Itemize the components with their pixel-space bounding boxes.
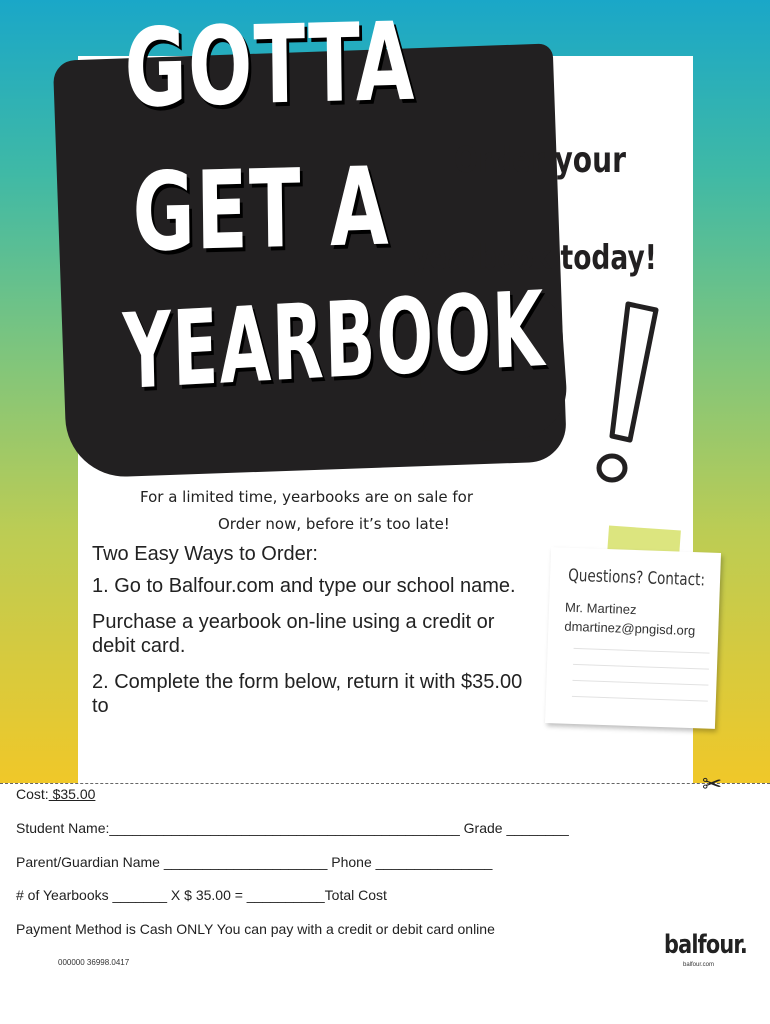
cost-value: $35.00 <box>48 786 96 802</box>
exclamation-icon <box>590 300 660 490</box>
ways-title: Two Easy Ways to Order: <box>92 543 318 565</box>
balfour-logo-url: balfour.com <box>683 962 715 968</box>
student-name-field[interactable]: Student Name:_____________________________________________ Grade ________ <box>16 820 569 836</box>
payment-method-text: Payment Method is Cash ONLY You can pay with a credit or debit card online <box>16 921 495 937</box>
note-line <box>572 680 708 686</box>
headline-line-1: GOTTA <box>123 0 417 132</box>
order-instructions <box>92 542 532 730</box>
subhead-line-1: Order your <box>454 140 626 181</box>
contact-name: Mr. Martinez <box>564 599 637 618</box>
note-line <box>574 648 710 654</box>
cost-label: Cost: <box>16 786 49 802</box>
step-1-detail: Purchase a yearbook on-line using a credit or debit card. <box>92 611 495 657</box>
parent-name-field[interactable]: Parent/Guardian Name _____________________ Phone _______________ <box>16 854 493 870</box>
headline-line-2: GET A <box>131 144 391 276</box>
subhead-line-2: yearbook today! <box>412 238 657 278</box>
contact-details <box>564 598 696 641</box>
scissors-icon: ✂ <box>702 771 723 798</box>
note-line <box>572 696 708 702</box>
cost-row <box>16 786 95 802</box>
balfour-logo: balfour. <box>664 930 747 960</box>
yearbook-quantity-field[interactable]: # of Yearbooks _______ X $ 35.00 = __________Total Cost <box>16 887 387 903</box>
step-1: 1. Go to Balfour.com and type our school name. <box>92 575 516 597</box>
contact-email: dmartinez@pngisd.org <box>564 618 696 639</box>
note-line <box>573 664 709 670</box>
contact-title: Questions? Contact: <box>567 565 706 591</box>
sale-text <box>140 484 490 538</box>
document-code: 000000 36998.0417 <box>58 958 130 967</box>
contact-note <box>545 547 721 729</box>
sale-text-line-1: For a limited time, yearbooks are on sale for <box>140 488 473 506</box>
headline-line-3: YEARBOOK <box>121 267 547 413</box>
cut-line <box>0 783 770 784</box>
step-2: 2. Complete the form below, return it with $35.00 to <box>92 671 523 717</box>
sale-text-line-2: Order now, before it’s too late! <box>218 515 450 533</box>
